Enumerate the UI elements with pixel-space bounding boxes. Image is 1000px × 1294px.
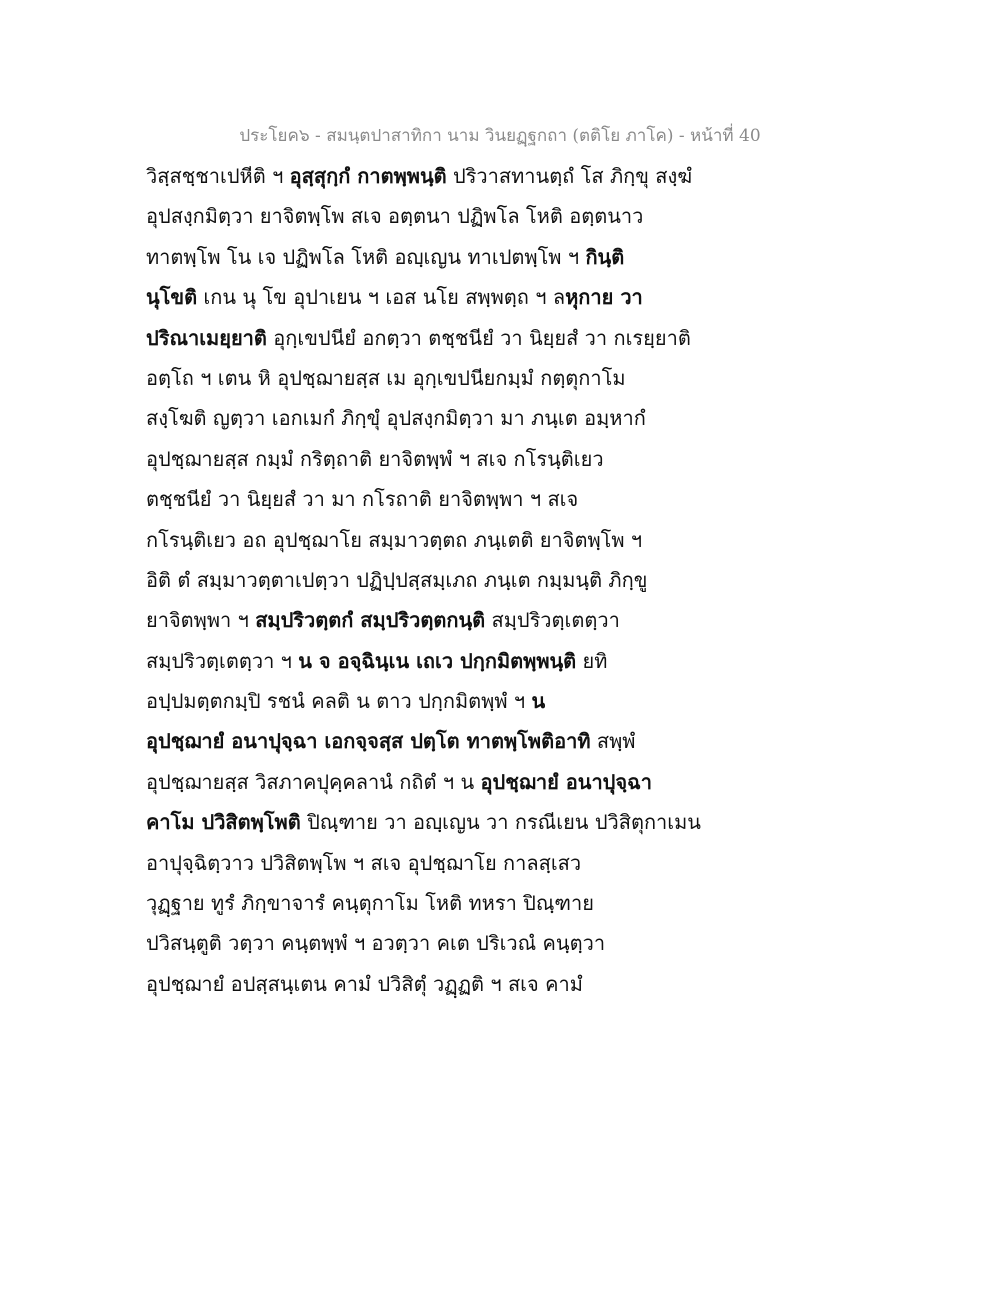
text-segment: อุปชฺฌายสฺส วิสภาคปุคฺคลานํ กถิตํ ฯ น: [146, 769, 481, 794]
bold-term: หุกาย วา: [565, 285, 643, 310]
text-line: [146, 358, 846, 398]
text-line: [146, 277, 846, 317]
bold-term: สมฺปริวตฺตกํ สมฺปริวตฺตกนฺติ: [255, 608, 486, 633]
text-segment: อุปชฺฌายํ อปสฺสนฺเตน คามํ ปวิสิตุํ วฏฺฏติ ฯ สเจ คามํ: [146, 971, 583, 996]
text-segment: สงฺโฆติ ญตฺวา เอกเมกํ ภิกฺขุํ อุปสงฺกมิตฺวา มา ภนฺเต อมฺหากํ: [146, 406, 646, 431]
bold-term: อุปชฺฌายํ อนาปุจฺฉา: [480, 769, 652, 794]
running-header: ประโยค๖ - สมนฺตปาสาทิกา นาม วินยฏฺฐกถา (ตติโย ภาโค) - หน้าที่ 40: [239, 126, 761, 146]
text-line: [146, 681, 846, 721]
text-segment: อุปชฺฌายสฺส กมฺมํ กริตฺถาติ ยาจิตพฺพํ ฯ สเจ กโรนฺติเยว: [146, 446, 604, 471]
text-segment: อาปุจฺฉิตฺวาว ปวิสิตพฺโพ ฯ สเจ อุปชฺฌาโย กาลสฺเสว: [146, 850, 582, 875]
bold-term: น จ อจฺฉินฺเน เถเว ปกฺกมิตพฺพนฺติ: [298, 648, 577, 673]
text-segment: ปวิสนฺตูติ วตฺวา คนฺตพฺพํ ฯ อวตฺวา คเต ปริเวณํ คนฺตฺวา: [146, 931, 606, 956]
text-segment: สมฺปริวตฺเตตฺวา: [485, 608, 620, 633]
text-segment: ปริวาสทานตฺถํ โส ภิกฺขุ สงฺฆํ: [446, 164, 693, 188]
text-segment: ตชฺชนียํ วา นิยฺยสํ วา มา กโรถาติ ยาจิตพฺพา ฯ สเจ: [146, 487, 579, 512]
text-line: [146, 439, 846, 479]
text-line: [146, 762, 846, 802]
text-line: [146, 600, 846, 640]
bold-term: นุโขติ: [146, 285, 198, 310]
text-segment: สมฺปริวตฺเตตฺวา ฯ: [146, 648, 299, 673]
text-line: [146, 479, 846, 519]
text-line: [146, 641, 846, 681]
text-segment: อุกฺเขปนียํ อกตฺวา ตชฺชนียํ วา นิยฺยสํ วา กเรยฺยาติ: [266, 325, 691, 350]
bold-term: อุปชฺฌายํ อนาปุจฺฉา เอกจฺจสฺส ปตฺโต ทาตพฺโพติอาทิ: [146, 729, 591, 754]
text-segment: วิสฺสชฺชาเปหีติ ฯ: [146, 164, 290, 188]
text-segment: อตฺโถ ฯ เตน หิ อุปชฺฌายสฺส เม อุกฺเขปนียกมฺมํ กตฺตุกาโม: [146, 365, 626, 390]
bold-term: น: [531, 689, 546, 714]
text-line: [146, 560, 846, 600]
text-segment: กโรนฺติเยว อถ อุปชฺฌาโย สมฺมาวตฺตถ ภนฺเตติ ยาจิตพฺโพ ฯ: [146, 527, 643, 552]
bold-term: คาโม ปวิสิตพฺโพติ: [146, 810, 301, 835]
text-line: [146, 843, 846, 883]
text-segment: ทาตพฺโพ โน เจ ปฏิพโล โหติ อญฺเญน ทาเปตพฺโพ ฯ: [146, 244, 586, 269]
text-segment: ปิณฺฑาย วา อญฺเญน วา กรณีเยน ปวิสิตุกาเมน: [300, 810, 701, 835]
text-line: [146, 237, 846, 277]
bold-term: กินฺติ: [585, 244, 625, 269]
text-line: [146, 802, 846, 842]
text-line: [146, 883, 846, 923]
text-segment: อิติ ตํ สมฺมาวตฺตาเปตฺวา ปฏิปฺปสฺสมฺเภถ ภนฺเต กมฺมนฺติ ภิกฺขู: [146, 567, 648, 592]
body-text: [146, 156, 846, 1004]
text-segment: วุฏฺฐาย ทูรํ ภิกฺขาจารํ คนฺตุกาโม โหติ ทหรา ปิณฺฑาย: [146, 891, 594, 916]
bold-term: ปริณาเมยฺยาติ: [146, 325, 267, 350]
text-segment: อปฺปมตฺตกมฺปิ รชนํ คลติ น ตาว ปกฺกมิตพฺพํ ฯ: [146, 689, 532, 714]
text-line: [146, 196, 846, 236]
bold-term: อุสฺสุกฺกํ กาตพฺพนฺติ: [289, 164, 447, 188]
text-segment: อุปสงฺกมิตฺวา ยาจิตพฺโพ สเจ อตฺตนา ปฏิพโล โหติ อตฺตนาว: [146, 204, 644, 229]
text-line: [146, 398, 846, 438]
text-line: [146, 964, 846, 1004]
text-line: [146, 156, 846, 196]
text-line: [146, 520, 846, 560]
text-line: [146, 721, 846, 761]
text-segment: ยทิ: [576, 648, 608, 673]
text-line: [146, 923, 846, 963]
text-segment: เกน นุ โข อุปาเยน ฯ เอส นโย สพฺพตฺถ ฯ ล: [197, 285, 566, 310]
text-segment: ยาจิตพฺพา ฯ: [146, 608, 256, 633]
text-line: [146, 318, 846, 358]
text-segment: สพฺพํ: [590, 729, 636, 754]
